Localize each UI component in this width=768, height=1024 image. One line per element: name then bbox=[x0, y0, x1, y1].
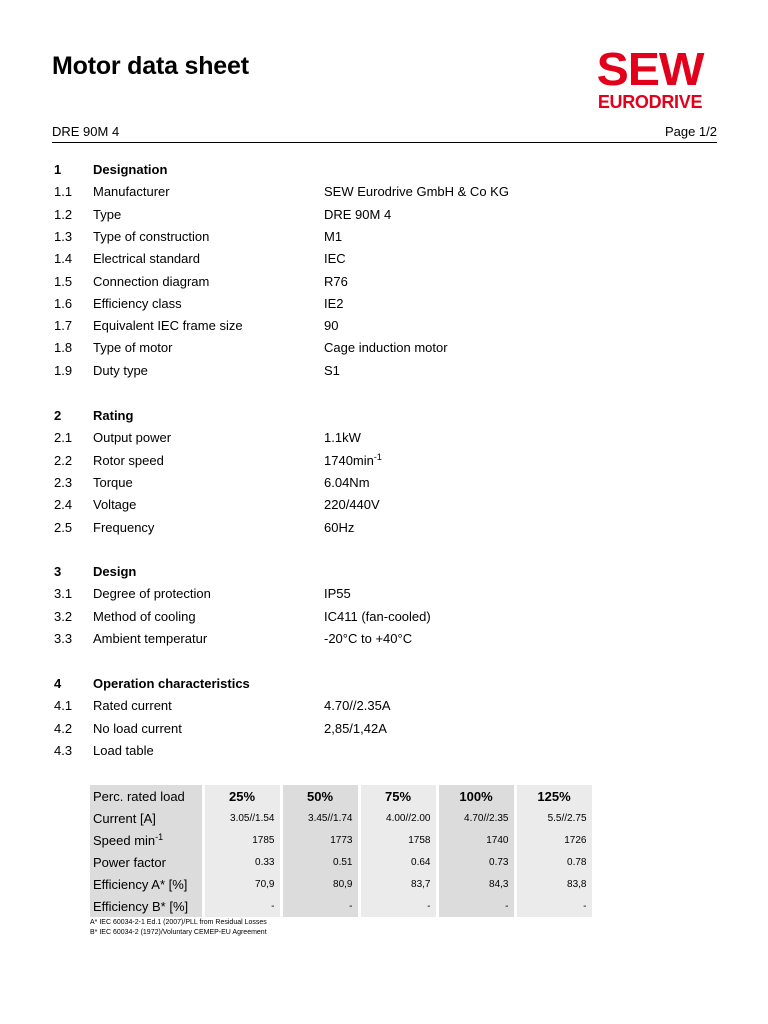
load-table-cell: 83,7 bbox=[359, 873, 437, 895]
spec-value bbox=[324, 452, 382, 471]
spec-number: 4.3 bbox=[54, 743, 73, 758]
load-table-cell: - bbox=[281, 895, 359, 917]
section-number: 3 bbox=[54, 564, 62, 579]
spec-row bbox=[52, 474, 717, 494]
load-table-row bbox=[90, 873, 593, 895]
section-title: Design bbox=[93, 564, 137, 579]
spec-value-text: 60Hz bbox=[324, 520, 355, 535]
spec-row bbox=[52, 429, 717, 449]
load-table-row-label: Efficiency A* [%] bbox=[90, 873, 203, 895]
section-heading bbox=[52, 407, 717, 427]
section-number: 2 bbox=[54, 408, 62, 423]
logo-eurodrive-text: EURODRIVE bbox=[597, 92, 703, 112]
spec-row bbox=[52, 742, 717, 762]
spec-value bbox=[324, 519, 354, 537]
spec-label: Output power bbox=[93, 430, 172, 445]
spec-row bbox=[52, 608, 717, 628]
load-table-cell: 70,9 bbox=[203, 873, 281, 895]
spec-label: Type of construction bbox=[93, 229, 210, 244]
document-id: DRE 90M 4 bbox=[52, 124, 120, 139]
spec-row bbox=[52, 295, 717, 315]
load-table-col-header: 75% bbox=[359, 785, 437, 807]
spec-value bbox=[324, 339, 448, 357]
spec-value bbox=[324, 295, 344, 313]
spec-value-text: -20°C to +40°C bbox=[324, 631, 413, 646]
section-number: 4 bbox=[54, 676, 62, 691]
spec-label: Manufacturer bbox=[93, 184, 170, 199]
spec-number: 1.1 bbox=[54, 184, 73, 199]
spec-value bbox=[324, 317, 338, 335]
spec-number: 2.4 bbox=[54, 497, 73, 512]
spec-value bbox=[324, 183, 509, 201]
load-table-cell: - bbox=[359, 895, 437, 917]
spec-value bbox=[324, 720, 387, 738]
spec-label: Voltage bbox=[93, 497, 137, 512]
load-table-cell: 0.73 bbox=[437, 851, 515, 873]
spec-number: 2.5 bbox=[54, 520, 73, 535]
spec-value bbox=[324, 474, 370, 492]
spec-value-text: SEW Eurodrive GmbH & Co KG bbox=[324, 184, 509, 199]
spec-value bbox=[324, 608, 431, 626]
load-table-row-label: Power factor bbox=[90, 851, 203, 873]
section-number: 1 bbox=[54, 162, 62, 177]
spec-row bbox=[52, 519, 717, 539]
load-table-cell: 1726 bbox=[515, 829, 593, 851]
spec-row bbox=[52, 317, 717, 337]
spec-value bbox=[324, 429, 361, 447]
load-table-header-row bbox=[90, 785, 593, 807]
load-table bbox=[90, 785, 595, 917]
speed-label-text: Speed min bbox=[93, 832, 156, 848]
spec-label: Efficiency class bbox=[93, 296, 182, 311]
section-heading bbox=[52, 563, 717, 583]
load-table-cell: 1740 bbox=[437, 829, 515, 851]
spec-row bbox=[52, 720, 717, 740]
spec-row bbox=[52, 183, 717, 203]
spec-row bbox=[52, 339, 717, 359]
spec-number: 1.5 bbox=[54, 274, 73, 289]
load-table-cell: 0.64 bbox=[359, 851, 437, 873]
load-table-col-header: 125% bbox=[515, 785, 593, 807]
page-number: Page 1/2 bbox=[664, 124, 717, 139]
spec-value bbox=[324, 250, 346, 268]
header-divider bbox=[52, 142, 717, 143]
spec-row bbox=[52, 585, 717, 605]
spec-number: 1.6 bbox=[54, 296, 73, 311]
spec-value bbox=[324, 228, 342, 246]
spec-row bbox=[52, 452, 717, 472]
spec-number: 3.2 bbox=[54, 609, 73, 624]
spec-value-text: 6.04Nm bbox=[324, 475, 370, 490]
spec-row bbox=[52, 250, 717, 270]
spec-label: Duty type bbox=[93, 363, 148, 378]
spec-number: 1.2 bbox=[54, 207, 73, 222]
section-heading bbox=[52, 161, 717, 181]
spec-value-text: IP55 bbox=[324, 586, 351, 601]
footnote-a: A* IEC 60034-2-1 Ed.1 (2007)/PLL from Residual Losses bbox=[90, 919, 267, 926]
spec-number: 4.2 bbox=[54, 721, 73, 736]
section-title: Rating bbox=[93, 408, 134, 423]
spec-value bbox=[324, 496, 380, 514]
logo-sew-text: SEW bbox=[596, 43, 704, 95]
spec-value-text: M1 bbox=[324, 229, 343, 244]
spec-label: Rotor speed bbox=[93, 453, 164, 468]
spec-label: Ambient temperatur bbox=[93, 631, 208, 646]
spec-number: 4.1 bbox=[54, 698, 73, 713]
load-table-cell: 0.78 bbox=[515, 851, 593, 873]
load-table-cell: - bbox=[203, 895, 281, 917]
load-table-cell: 4.00//2.00 bbox=[359, 807, 437, 829]
spec-number: 1.3 bbox=[54, 229, 73, 244]
load-table-cell: 1773 bbox=[281, 829, 359, 851]
spec-number: 2.1 bbox=[54, 430, 73, 445]
section-title: Designation bbox=[93, 162, 168, 177]
spec-row bbox=[52, 362, 717, 382]
spec-number: 3.3 bbox=[54, 631, 73, 646]
spec-value-text: R76 bbox=[324, 274, 348, 289]
spec-label: Electrical standard bbox=[93, 251, 200, 266]
speed-label-superscript: -1 bbox=[155, 831, 164, 842]
spec-value bbox=[324, 362, 340, 380]
load-table-row-label: Efficiency B* [%] bbox=[90, 895, 203, 917]
spec-label: Type bbox=[93, 207, 122, 222]
spec-label: Torque bbox=[93, 475, 133, 490]
spec-row bbox=[52, 630, 717, 650]
spec-value-text: S1 bbox=[324, 363, 340, 378]
spec-number: 1.9 bbox=[54, 363, 73, 378]
spec-number: 1.4 bbox=[54, 251, 73, 266]
section-title: Operation characteristics bbox=[93, 676, 250, 691]
spec-label: Degree of protection bbox=[93, 586, 211, 601]
spec-value-text: Cage induction motor bbox=[324, 340, 448, 355]
load-table-cell: 1758 bbox=[359, 829, 437, 851]
load-table-cell: 83,8 bbox=[515, 873, 593, 895]
spec-value bbox=[324, 585, 351, 603]
spec-value-text: IC411 (fan-cooled) bbox=[324, 609, 431, 624]
load-table-cell: 5.5//2.75 bbox=[515, 807, 593, 829]
spec-value-text: 1740min bbox=[324, 453, 374, 468]
spec-value-text: IEC bbox=[324, 251, 346, 266]
load-table-row bbox=[90, 829, 593, 851]
spec-row bbox=[52, 697, 717, 717]
spec-value-text: 90 bbox=[324, 318, 339, 333]
spec-number: 3.1 bbox=[54, 586, 73, 601]
spec-value-text: 4.70//2.35A bbox=[324, 698, 391, 713]
load-table-row bbox=[90, 851, 593, 873]
load-table-cell: 0.51 bbox=[281, 851, 359, 873]
footnote-b: B* IEC 60034-2 (1972)/Voluntary CEMEP-EU Agreement bbox=[90, 929, 267, 936]
load-table-cell: 80,9 bbox=[281, 873, 359, 895]
load-table-cell: 84,3 bbox=[437, 873, 515, 895]
load-table-cell: 0.33 bbox=[203, 851, 281, 873]
spec-label: Method of cooling bbox=[93, 609, 196, 624]
spec-value-text: IE2 bbox=[324, 296, 344, 311]
page-title: Motor data sheet bbox=[52, 52, 249, 80]
spec-label: Frequency bbox=[93, 520, 155, 535]
section-heading bbox=[52, 675, 717, 695]
spec-value bbox=[324, 273, 348, 291]
load-table-cell: 3.05//1.54 bbox=[203, 807, 281, 829]
spec-number: 2.3 bbox=[54, 475, 73, 490]
spec-label: No load current bbox=[93, 721, 182, 736]
load-table-row bbox=[90, 895, 593, 917]
load-table-cell: 1785 bbox=[203, 829, 281, 851]
spec-value-text: DRE 90M 4 bbox=[324, 207, 392, 222]
spec-row bbox=[52, 273, 717, 293]
spec-number: 1.7 bbox=[54, 318, 73, 333]
load-table-row-label bbox=[90, 829, 203, 851]
spec-value bbox=[324, 206, 391, 224]
spec-label: Connection diagram bbox=[93, 274, 210, 289]
spec-value-text: 1.1kW bbox=[324, 430, 361, 445]
spec-label: Equivalent IEC frame size bbox=[93, 318, 243, 333]
load-table-row bbox=[90, 807, 593, 829]
spec-label: Load table bbox=[93, 743, 154, 758]
load-table-cell: - bbox=[515, 895, 593, 917]
spec-value-superscript: -1 bbox=[373, 452, 382, 462]
load-table-cell: 3.45//1.74 bbox=[281, 807, 359, 829]
spec-label: Rated current bbox=[93, 698, 172, 713]
load-table-cell: 4.70//2.35 bbox=[437, 807, 515, 829]
spec-label: Type of motor bbox=[93, 340, 173, 355]
spec-row bbox=[52, 496, 717, 516]
spec-number: 1.8 bbox=[54, 340, 73, 355]
load-table-row-label: Current [A] bbox=[90, 807, 203, 829]
load-table-col-header: 100% bbox=[437, 785, 515, 807]
load-table-header-label: Perc. rated load bbox=[90, 785, 203, 807]
load-table-col-header: 25% bbox=[203, 785, 281, 807]
load-table-cell: - bbox=[437, 895, 515, 917]
spec-row bbox=[52, 206, 717, 226]
spec-value bbox=[324, 630, 412, 648]
load-table-col-header: 50% bbox=[281, 785, 359, 807]
spec-row bbox=[52, 228, 717, 248]
spec-value bbox=[324, 697, 391, 715]
spec-number: 2.2 bbox=[54, 453, 73, 468]
sew-eurodrive-logo bbox=[580, 43, 720, 114]
spec-value-text: 220/440V bbox=[324, 497, 380, 512]
spec-value-text: 2,85/1,42A bbox=[324, 721, 387, 736]
